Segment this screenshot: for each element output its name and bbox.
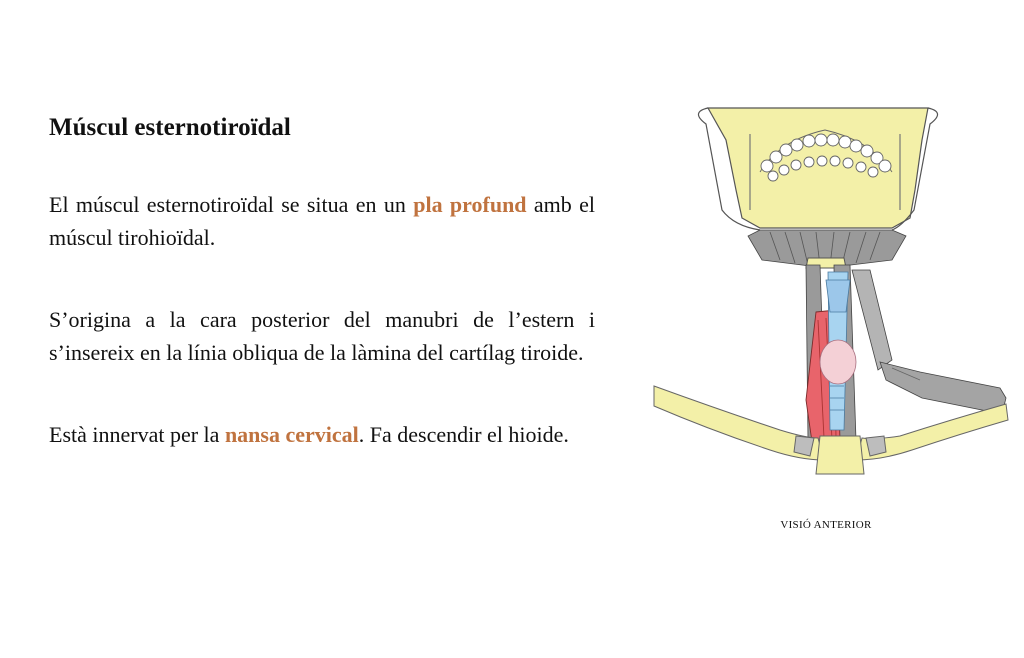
highlight-nansa-cervical[interactable]: nansa cervical — [224, 422, 359, 447]
paragraph-location — [49, 188, 595, 254]
figure-caption: VISIÓ ANTERIOR — [780, 519, 872, 531]
thyroid-gland — [820, 340, 856, 384]
page-title: Múscul esternotiroïdal — [49, 114, 291, 141]
paragraph-origin-insertion: S’origina a la cara posterior del manubri de l’estern i s’insereix en la línia obliqua de la làmina del cartílag tiroide. — [49, 307, 595, 365]
paragraph-innervation-after: . Fa descendir el hioide. — [358, 422, 569, 447]
mandible — [698, 108, 937, 230]
neck-anatomy-illustration — [630, 100, 1024, 500]
paragraph-location-before: El múscul esternotiroïdal se situa en un — [49, 192, 414, 217]
highlight-pla-profund[interactable]: pla profund — [413, 192, 527, 217]
paragraph-innervation — [49, 418, 595, 451]
paragraph-innervation-before: Està innervat per la — [49, 422, 225, 447]
text-column — [49, 108, 595, 500]
paragraph-location-after: amb el múscul tirohioïdal. — [49, 192, 595, 250]
